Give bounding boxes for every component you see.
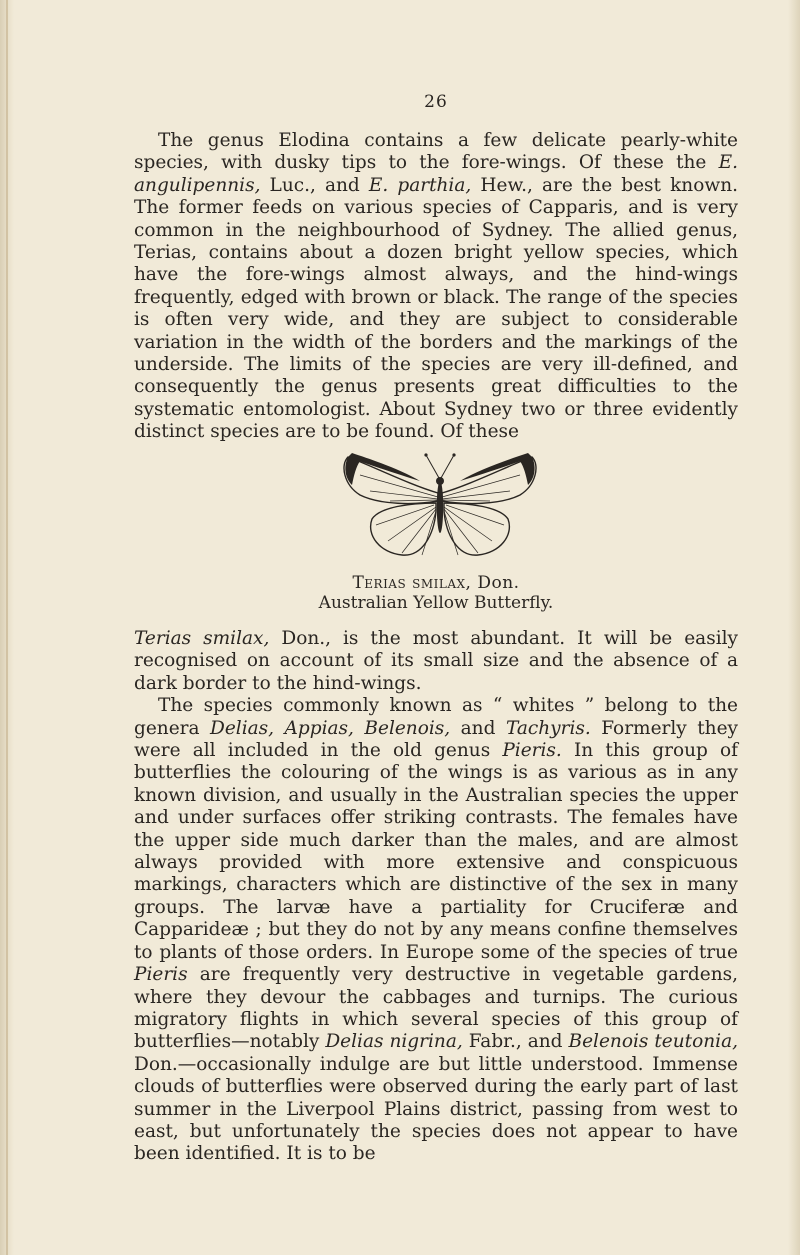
species-name: E. parthia,: [368, 174, 472, 196]
text-run: Don., is the most abundant. It will be easily recognised on account of its small size and the absence of a dark border to the hind-wings.: [134, 628, 738, 694]
caption-species: Terias smilax,: [352, 573, 472, 593]
page-number: 26: [424, 92, 448, 112]
genus-name: Pieris.: [502, 740, 562, 762]
caption-author: Don.: [471, 573, 520, 593]
butterfly-illustration: [330, 445, 550, 565]
text-run: The species commonly known as “ whites ” belong to the genera: [134, 695, 738, 739]
species-name: Delias nigrina,: [325, 1031, 463, 1053]
species-name: Terias smilax,: [134, 628, 270, 649]
text-run: The genus Elodina contains a few delicate pearly-white species, with dusky tips to the fore-wings. Of these the: [134, 130, 738, 174]
text-run: Don.—occasionally indulge are but little understood. Immense clouds of butterflies were observed during the early part of last summer in the Liverpool Plains district, passing from west to east, but unfortunately the species does not appear to have been identified. It is to be: [134, 1053, 738, 1165]
text-run: Fabr., and: [462, 1031, 569, 1053]
text-run: Hew., are the best known. The former feeds on various species of Capparis, and is very common in the neighbourhood of Sydney. The allied genus, Terias, contains about a dozen bright yellow species, which have the fore-wings almost always, and the hind-wings frequently, edged with brown or black. The range of the species is often very wide, and they are subject to considerable variation in the width of the borders and the markings of the underside. The limits of the species are very ill-defined, and consequently the genus presents great difficulties to the systematic entomologist. About Sydney two or three evidently distinct species are to be found. Of these: [134, 174, 738, 443]
text-run: In this group of butterflies the colouring of the wings is as various as in any known division, and usually in the Australian species the upper and under surfaces offer striking contrasts. The females have the upper side much darker than the males, and are almost always provided with more extensive and conspicuous markings, characters which are distinctive of the sex in many groups. The larvæ have a partiality for Cruciferæ and Capparideæ ; but they do not by any means confine themselves to plants of those orders. In Europe some of the species of true: [134, 740, 738, 963]
figure-caption-common-name: Australian Yellow Butterfly.: [318, 593, 554, 613]
genus-names: Delias, Appias, Belenois,: [210, 717, 451, 739]
species-name: Belenois teutonia,: [568, 1031, 738, 1053]
genus-name: Tachyris.: [505, 717, 591, 739]
text-run: Luc., and: [260, 174, 369, 196]
paragraph-elodina-terias: [134, 130, 738, 444]
genus-name: Pieris: [134, 964, 188, 986]
figure-caption-title: [0, 574, 800, 593]
species-name: E. angulipennis,: [134, 152, 738, 196]
text-run: are frequently very destructive in vegetable gardens, where they devour the cabbages and turnips. The curious migratory flights in which several species of this group of butterflies—notably: [134, 964, 738, 1053]
page-outer-edge: [788, 0, 800, 1255]
text-run: and: [450, 717, 506, 739]
text-run: Formerly they were all included in the old genus: [134, 717, 738, 762]
page-binding-edge: [0, 0, 14, 1255]
paragraphs-terias-whites: [134, 628, 738, 1166]
